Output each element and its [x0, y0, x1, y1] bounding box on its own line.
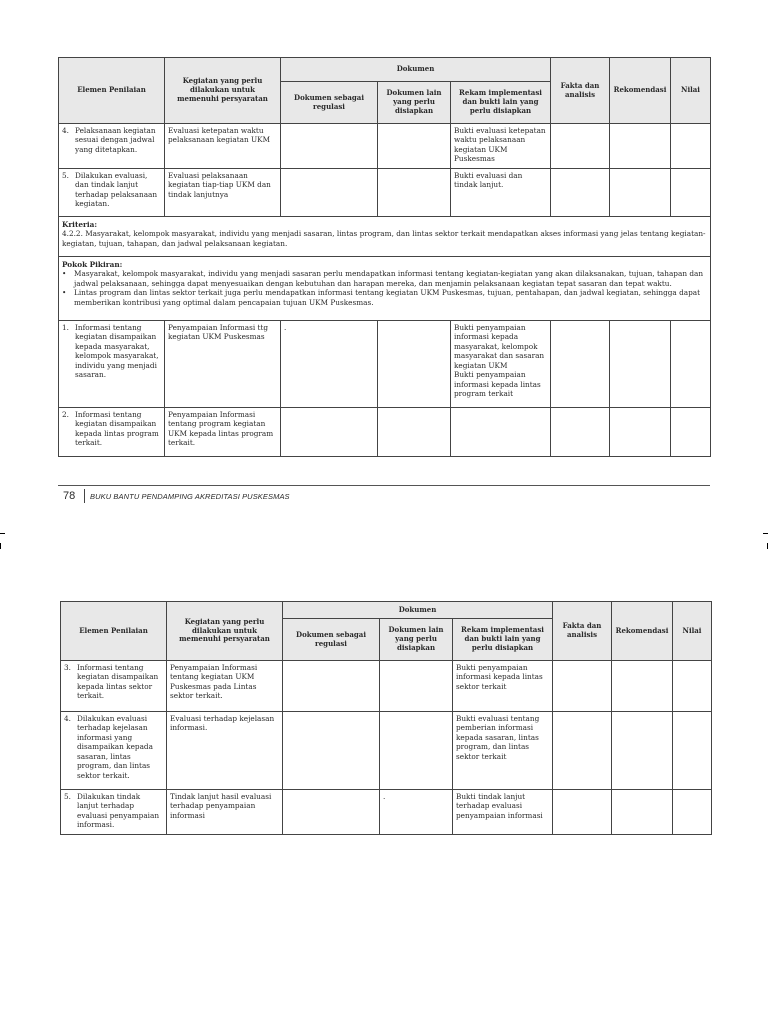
pokok-item: • Masyarakat, kelompok masyarakat, individu yang menjadi sasaran perlu mendapatkan informasi tentang kegiatan-kegiatan yang akan dilaksanakan, tujuan, tahapan dan jadwal pelaksanaan, sehingga dapat menyesuaikan dengan kebutuhan dan harapan mereka, dan menjamin pelaksanaan kegiatan tepat sasaran dan tepat waktu. — [62, 269, 704, 288]
dok-lain-cell — [380, 712, 453, 790]
table-row — [59, 408, 711, 457]
header-kegiatan: Kegiatan yang perlu dilakukan untuk memenuhi persyaratan — [165, 58, 281, 124]
elemen-cell: 4. Pelaksanaan kegiatan sesuai dengan jadwal yang ditetapkan. — [59, 124, 165, 169]
table-row — [59, 321, 711, 408]
footer-divider — [58, 485, 710, 486]
book-title: BUKU BANTU PENDAMPING AKREDITASI PUSKESMAS — [90, 492, 290, 501]
nilai-cell — [673, 712, 712, 790]
rekam-cell: Bukti penyampaian informasi kepada lintas sektor terkait — [453, 661, 553, 712]
rekomendasi-cell — [610, 124, 671, 169]
kegiatan-cell: Tindak lanjut hasil evaluasi terhadap penyampaian informasi — [167, 790, 283, 835]
header-dok-regulasi: Dokumen sebagai regulasi — [281, 82, 378, 124]
dok-regulasi-cell — [281, 124, 378, 169]
header-fakta: Fakta dan analisis — [553, 602, 612, 661]
rekam-cell: Bukti evaluasi tentang pemberian informasi kepada sasaran, lintas program, dan lintas sektor terkait — [453, 712, 553, 790]
header-dok-regulasi: Dokumen sebagai regulasi — [283, 619, 380, 661]
dok-regulasi-cell: . — [281, 321, 378, 408]
nilai-cell — [673, 661, 712, 712]
rekomendasi-cell — [610, 321, 671, 408]
crop-mark — [0, 543, 1, 549]
rekomendasi-cell — [610, 169, 671, 217]
elemen-cell: 5. Dilakukan evaluasi, dan tindak lanjut terhadap pelaksanaan kegiatan. — [59, 169, 165, 217]
crop-mark — [0, 533, 5, 534]
dok-lain-cell — [378, 321, 451, 408]
header-elemen: Elemen Penilaian — [59, 58, 165, 124]
fakta-cell — [553, 790, 612, 835]
kegiatan-cell: Evaluasi terhadap kejelasan informasi. — [167, 712, 283, 790]
header-dok-lain: Dokumen lain yang perlu disiapkan — [378, 82, 451, 124]
elemen-cell: 5. Dilakukan tindak lanjut terhadap evaluasi penyampaian informasi. — [61, 790, 167, 835]
rekam-cell — [451, 408, 551, 457]
fakta-cell — [551, 321, 610, 408]
dok-lain-cell — [378, 408, 451, 457]
elemen-cell: 3. Informasi tentang kegiatan disampaikan kepada lintas sektor terkait. — [61, 661, 167, 712]
fakta-cell — [551, 169, 610, 217]
rekam-cell: Bukti evaluasi dan tindak lanjut. — [451, 169, 551, 217]
dok-lain-cell — [378, 124, 451, 169]
rekomendasi-cell — [612, 712, 673, 790]
kegiatan-cell: Penyampaian Informasi ttg kegiatan UKM Puskesmas — [165, 321, 281, 408]
header-rekomendasi: Rekomendasi — [612, 602, 673, 661]
table-row — [61, 661, 712, 712]
kegiatan-cell: Evaluasi ketepatan waktu pelaksanaan kegiatan UKM — [165, 124, 281, 169]
footer-separator — [84, 489, 85, 503]
header-fakta: Fakta dan analisis — [551, 58, 610, 124]
table-row — [61, 790, 712, 835]
table-row — [61, 712, 712, 790]
dok-regulasi-cell — [283, 790, 380, 835]
dok-regulasi-cell — [283, 661, 380, 712]
header-dok-lain: Dokumen lain yang perlu disiapkan — [380, 619, 453, 661]
fakta-cell — [551, 408, 610, 457]
rekam-cell: Bukti evaluasi ketepatan waktu pelaksanaan kegiatan UKM Puskesmas — [451, 124, 551, 169]
kegiatan-cell: Penyampaian Informasi tentang kegiatan UKM Puskesmas pada Lintas sektor terkait. — [167, 661, 283, 712]
header-rekam: Rekam implementasi dan bukti lain yang perlu disiapkan — [451, 82, 551, 124]
kriteria-text: 4.2.2. Masyarakat, kelompok masyarakat, individu yang menjadi sasaran, lintas program, dan lintas sektor terkait mendapatkan akses informasi yang jelas tentang kegiatan-kegiatan, tujuan, tahapan, dan jadwal pelaksanaan kegiatan. — [62, 229, 706, 248]
header-rekam: Rekam implementasi dan bukti lain yang perlu disiapkan — [453, 619, 553, 661]
header-kegiatan: Kegiatan yang perlu dilakukan untuk memenuhi persyaratan — [167, 602, 283, 661]
elemen-cell: 4. Dilakukan evaluasi terhadap kejelasan informasi yang disampaikan kepada sasaran, lintas program, dan lintas sektor terkait. — [61, 712, 167, 790]
nilai-cell — [671, 169, 711, 217]
kriteria-label: Kriteria: — [62, 220, 98, 229]
dok-regulasi-cell — [283, 712, 380, 790]
fakta-cell — [553, 712, 612, 790]
rekomendasi-cell — [612, 661, 673, 712]
page-number: 78 — [63, 490, 76, 502]
pokok-pikiran-label: Pokok Pikiran: — [62, 260, 123, 269]
header-nilai: Nilai — [673, 602, 712, 661]
header-rekomendasi: Rekomendasi — [610, 58, 671, 124]
header-dokumen: Dokumen — [283, 602, 553, 619]
rekomendasi-cell — [612, 790, 673, 835]
dok-lain-cell: . — [380, 790, 453, 835]
header-nilai: Nilai — [671, 58, 711, 124]
fakta-cell — [553, 661, 612, 712]
pokok-pikiran-row — [59, 257, 711, 321]
nilai-cell — [671, 408, 711, 457]
bullet-icon: • — [62, 269, 67, 279]
dok-lain-cell — [380, 661, 453, 712]
rekam-cell: Bukti penyampaian informasi kepada masyarakat, kelompok masyarakat dan sasaran kegiatan UKM Bukti penyampaian informasi kepada lintas program terkait — [451, 321, 551, 408]
elemen-cell: 1. Informasi tentang kegiatan disampaikan kepada masyarakat, kelompok masyarakat, individu yang menjadi sasaran. — [59, 321, 165, 408]
kriteria-row — [59, 217, 711, 257]
elemen-cell: 2. Informasi tentang kegiatan disampaikan kepada lintas program terkait. — [59, 408, 165, 457]
assessment-table-2 — [60, 601, 712, 835]
table-row — [59, 124, 711, 169]
header-elemen: Elemen Penilaian — [61, 602, 167, 661]
nilai-cell — [673, 790, 712, 835]
kegiatan-cell: Penyampaian Informasi tentang program kegiatan UKM kepada lintas program terkait. — [165, 408, 281, 457]
header-dokumen: Dokumen — [281, 58, 551, 82]
nilai-cell — [671, 124, 711, 169]
crop-mark — [763, 533, 768, 534]
pokok-item: • Lintas program dan lintas sektor terkait juga perlu mendapatkan informasi tentang kegiatan UKM Puskesmas, tujuan, pentahapan, dan jadwal kegiatan, sehingga dapat memberikan kontribusi yang optimal dalam pencapaian tujuan UKM Puskesmas. — [62, 288, 701, 307]
dok-lain-cell — [378, 169, 451, 217]
dok-regulasi-cell — [281, 408, 378, 457]
rekam-cell: Bukti tindak lanjut terhadap evaluasi penyampaian informasi — [453, 790, 553, 835]
assessment-table-1 — [58, 57, 711, 457]
kriteria-block — [59, 217, 711, 257]
nilai-cell — [671, 321, 711, 408]
rekomendasi-cell — [610, 408, 671, 457]
table-row — [59, 169, 711, 217]
fakta-cell — [551, 124, 610, 169]
kegiatan-cell: Evaluasi pelaksanaan kegiatan tiap-tiap UKM dan tindak lanjutnya — [165, 169, 281, 217]
dok-regulasi-cell — [281, 169, 378, 217]
pokok-pikiran-block — [59, 257, 711, 321]
bullet-icon: • — [62, 288, 67, 298]
